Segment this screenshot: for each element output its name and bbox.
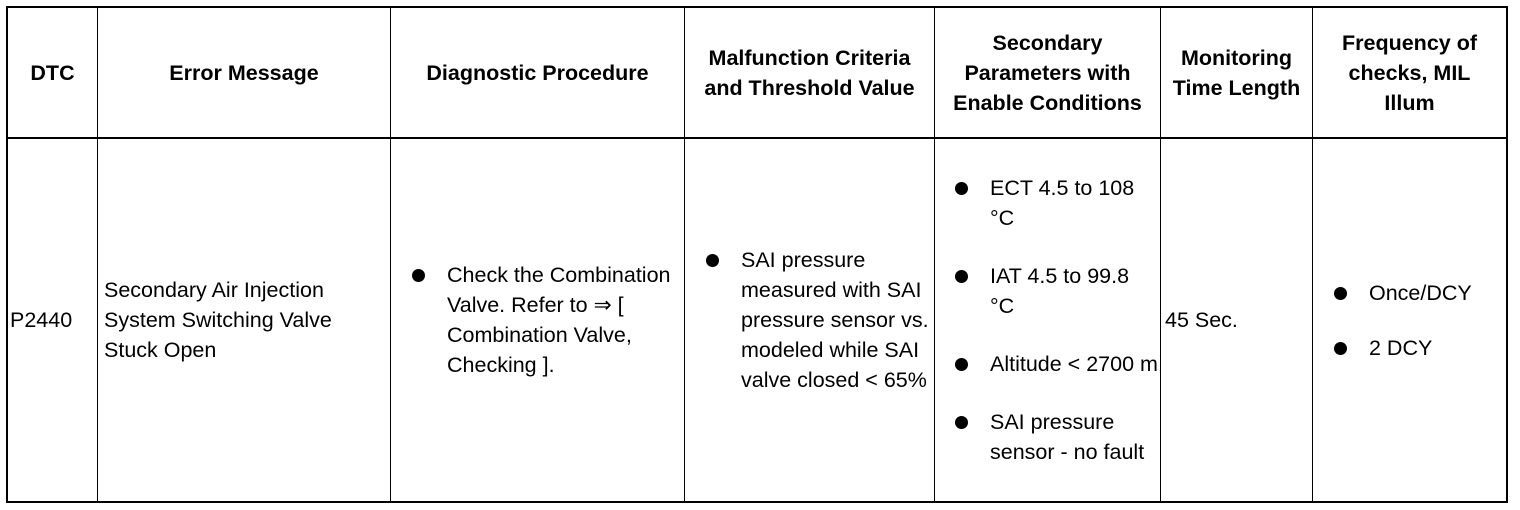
- bullet-icon: [955, 358, 968, 371]
- list-item: SAI pressure sensor - no fault: [955, 407, 1159, 467]
- bullet-icon: [1334, 342, 1347, 355]
- bullet-icon: [955, 270, 968, 283]
- secondary-parameters-list: [955, 173, 1159, 467]
- list-item: Check the Combination Valve. Refer to ⇒ [ Combination Valve, Checking ].: [412, 260, 682, 380]
- cell-secondary-parameters: [955, 139, 1159, 501]
- list-item: Once/DCY: [1334, 278, 1472, 308]
- cell-malfunction-criteria: [706, 139, 932, 501]
- header-frequency: Frequency of checks, MIL Illum: [1342, 30, 1477, 115]
- header-diagnostic-procedure: Diagnostic Procedure: [426, 60, 649, 85]
- header-error-message: Error Message: [169, 60, 319, 85]
- list-item: Altitude < 2700 m: [955, 349, 1159, 379]
- list-item: ECT 4.5 to 108 °C: [955, 173, 1159, 233]
- list-item: 2 DCY: [1334, 333, 1472, 363]
- cell-frequency: [1334, 139, 1506, 501]
- bullet-icon: [955, 182, 968, 195]
- bullet-icon: [706, 254, 719, 267]
- cell-monitoring-time: 45 Sec.: [1165, 308, 1238, 332]
- list-item: SAI pressure measured with SAI pressure sensor vs. modeled while SAI valve closed < 65%: [706, 245, 932, 395]
- header-monitoring-time: Monitoring Time Length: [1172, 45, 1301, 100]
- bullet-icon: [955, 416, 968, 429]
- list-item: IAT 4.5 to 99.8 °C: [955, 261, 1159, 321]
- header-malfunction-criteria: Malfunction Criteria and Threshold Value: [704, 45, 915, 100]
- cell-error-message: Secondary Air Injection System Switching Valve Stuck Open: [104, 278, 332, 362]
- header-dtc: DTC: [30, 60, 75, 85]
- bullet-icon: [412, 269, 425, 282]
- cell-dtc: P2440: [10, 308, 73, 332]
- malfunction-criteria-list: [706, 245, 932, 395]
- frequency-list: [1334, 278, 1472, 363]
- cell-diagnostic-procedure: [412, 139, 682, 501]
- bullet-icon: [1334, 287, 1347, 300]
- diagnostic-procedure-list: [412, 260, 682, 380]
- header-secondary-parameters: Secondary Parameters with Enable Conditions: [953, 30, 1142, 115]
